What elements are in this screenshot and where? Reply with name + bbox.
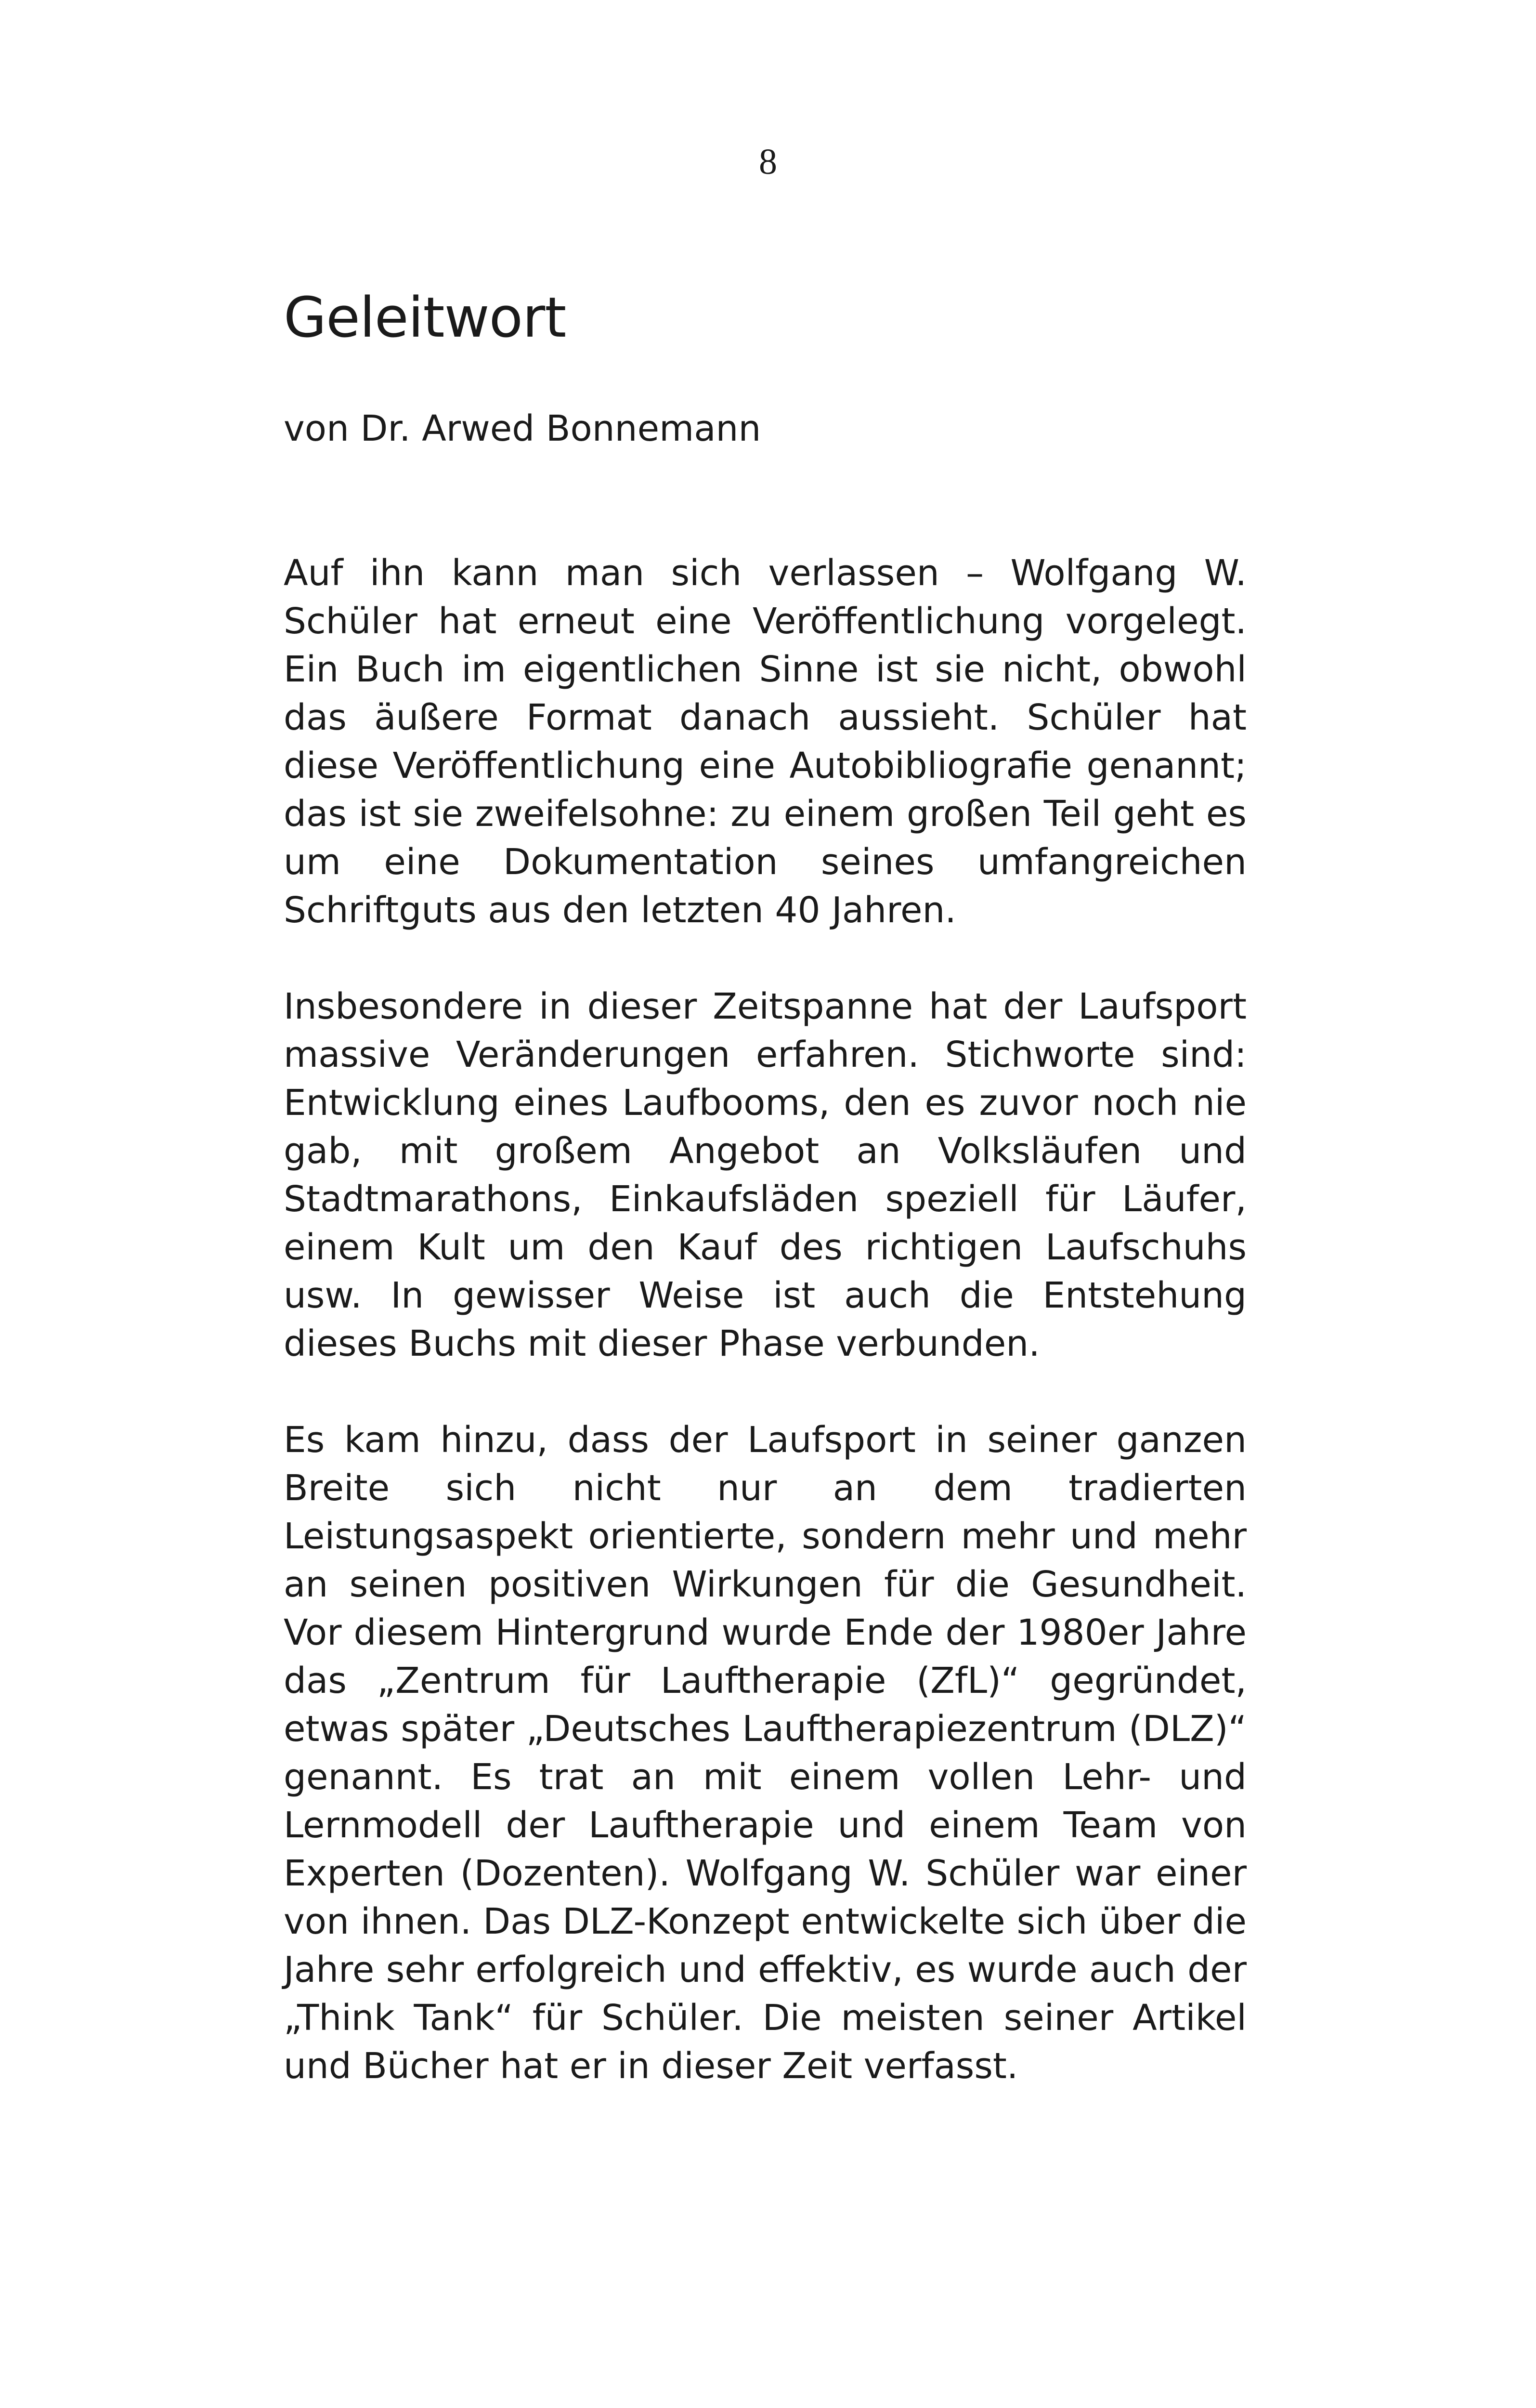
- author-line: von Dr. Arwed Bonnemann: [284, 408, 761, 449]
- body-text: [284, 549, 1247, 2090]
- paragraph-2: Insbesondere in dieser Zeitspanne hat der Laufsport massive Veränderungen erfahren. Stichworte sind: Entwicklung eines Laufbooms, den es zuvor noch nie gab, mit großem Angebot an Volksläufen und Stadtmarathons, Einkaufsläden speziell für Läufer, einem Kult um den Kauf des richtigen Laufschuhs usw. In gewisser Weise ist auch die Entstehung dieses Buchs mit dieser Phase verbunden.: [284, 986, 1247, 1364]
- paragraph-1: Auf ihn kann man sich verlassen – Wolfgang W. Schüler hat erneut eine Veröffentlichung vorgelegt. Ein Buch im eigentlichen Sinne ist sie nicht, obwohl das äußere Format danach aussieht. Schüler hat diese Veröffentlichung eine Autobibliografie genannt; das ist sie zweifelsohne: zu einem großen Teil geht es um eine Dokumentation seines umfangreichen Schriftguts aus den letzten 40 Jahren.: [284, 552, 1247, 931]
- page-title: Geleitwort: [284, 286, 566, 350]
- paragraph-3: Es kam hinzu, dass der Laufsport in seiner ganzen Breite sich nicht nur an dem tradierten Leistungsaspekt orientierte, sondern mehr und mehr an seinen positiven Wirkungen für die Gesundheit. Vor diesem Hintergrund wurde Ende der 1980er Jahre das „Zentrum für Lauftherapie (ZfL)“ gegründet, etwas später „Deutsches Lauftherapiezentrum (DLZ)“ genannt. Es trat an mit einem vollen Lehr- und Lernmodell der Lauftherapie und einem Team von Experten (Dozenten). Wolfgang W. Schüler war einer von ihnen. Das DLZ-Konzept entwickelte sich über die Jahre sehr erfolgreich und effektiv, es wurde auch der „Think Tank“ für Schüler. Die meisten seiner Artikel und Bücher hat er in dieser Zeit verfasst.: [284, 1419, 1247, 2087]
- page-number: 8: [759, 142, 777, 182]
- page-content: [284, 284, 1247, 2090]
